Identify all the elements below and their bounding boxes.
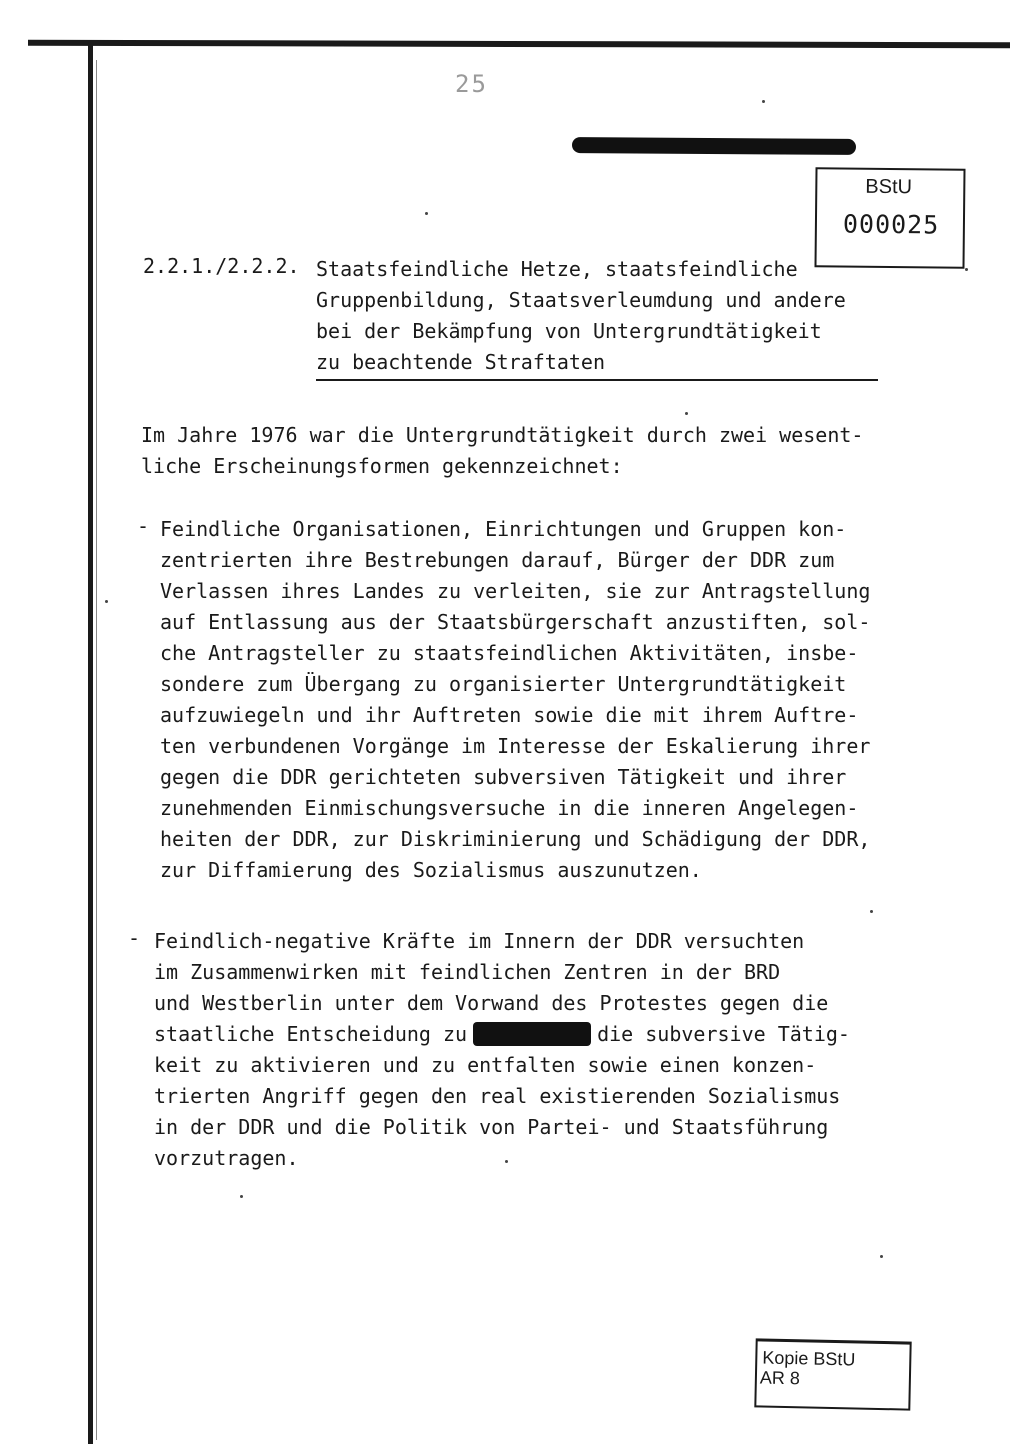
left-border-shadow: [96, 60, 97, 1440]
left-border-line: [88, 44, 93, 1444]
intro-paragraph: [141, 420, 863, 482]
scan-speck: [425, 212, 428, 215]
section-title-line: Gruppenbildung, Staatsverleumdung und andere: [316, 288, 846, 312]
section-title-line: zu beachtende Straftaten: [316, 350, 605, 374]
text-line: keit zu aktivieren und zu entfalten sowie einen konzen-: [154, 1053, 817, 1077]
bullet-paragraph-2: [154, 926, 850, 1174]
section-title: [316, 254, 896, 378]
section-title-underline: [316, 379, 878, 381]
text-line: zur Diffamierung des Sozialismus auszunutzen.: [160, 858, 702, 882]
scan-speck: [870, 910, 873, 913]
scan-speck: [105, 600, 108, 603]
redaction-bar-header: [572, 137, 856, 155]
bstu-stamp-label: BStU: [865, 175, 913, 199]
top-border-line: [28, 40, 1010, 49]
text-fragment: die subversive Tätig-: [597, 1022, 850, 1046]
text-line: gegen die DDR gerichteten subversiven Tätigkeit und ihrer: [160, 765, 847, 789]
text-line: che Antragsteller zu staatsfeindlichen Aktivitäten, insbe-: [160, 641, 859, 665]
section-title-line: Staatsfeindliche Hetze, staatsfeindliche: [316, 257, 798, 281]
text-line: Feindliche Organisationen, Einrichtungen und Gruppen kon-: [160, 517, 847, 541]
text-line: sondere zum Übergang zu organisierter Untergrundtätigkeit: [160, 672, 847, 696]
scan-speck: [880, 1255, 883, 1258]
text-fragment: staatliche Entscheidung zu: [154, 1022, 468, 1046]
copy-stamp-line: AR 8: [759, 1367, 801, 1389]
page-number: 25: [455, 70, 488, 98]
text-line: aufzuwiegeln und ihr Auftreten sowie die mit ihrem Auftre-: [160, 703, 859, 727]
text-line: Im Jahre 1976 war die Untergrundtätigkeit durch zwei wesent-: [141, 423, 864, 447]
bullet-dash: -: [128, 926, 141, 950]
bullet-paragraph-1: [160, 514, 870, 886]
text-line: trierten Angriff gegen den real existierenden Sozialismus: [154, 1084, 841, 1108]
section-title-line: bei der Bekämpfung von Untergrundtätigkeit: [316, 319, 822, 343]
bstu-stamp-number: 000025: [842, 209, 940, 240]
scan-speck: [505, 1160, 508, 1163]
text-line: zunehmenden Einmischungsversuche in die inneren Angelegen-: [160, 796, 859, 820]
text-line: vorzutragen.: [154, 1146, 299, 1170]
scan-speck: [762, 100, 765, 103]
scan-speck: [685, 412, 688, 415]
text-line: ten verbundenen Vorgänge im Interesse der Eskalierung ihrer: [160, 734, 871, 758]
text-line: Feindlich-negative Kräfte im Innern der DDR versuchten: [154, 929, 805, 953]
scan-speck: [240, 1195, 243, 1198]
redaction-bar-inline: [473, 1022, 591, 1046]
scan-speck: [965, 268, 968, 271]
text-line: in der DDR und die Politik von Partei- und Staatsführung: [154, 1115, 829, 1139]
section-number: 2.2.1./2.2.2.: [143, 254, 300, 278]
text-line: auf Entlassung aus der Staatsbürgerschaft anzustiften, sol-: [160, 610, 871, 634]
text-line: und Westberlin unter dem Vorwand des Protestes gegen die: [154, 991, 829, 1015]
text-line-with-redaction: [154, 1019, 850, 1050]
bullet-dash: -: [137, 514, 150, 538]
text-line: zentrierten ihre Bestrebungen darauf, Bürger der DDR zum: [160, 548, 835, 572]
text-line: im Zusammenwirken mit feindlichen Zentren in der BRD: [154, 960, 781, 984]
copy-stamp-line: Kopie BStU: [762, 1347, 856, 1370]
text-line: liche Erscheinungsformen gekennzeichnet:: [141, 454, 623, 478]
text-line: heiten der DDR, zur Diskriminierung und Schädigung der DDR,: [160, 827, 871, 851]
copy-stamp: [754, 1338, 911, 1410]
text-line: Verlassen ihres Landes zu verleiten, sie zur Antragstellung: [160, 579, 871, 603]
